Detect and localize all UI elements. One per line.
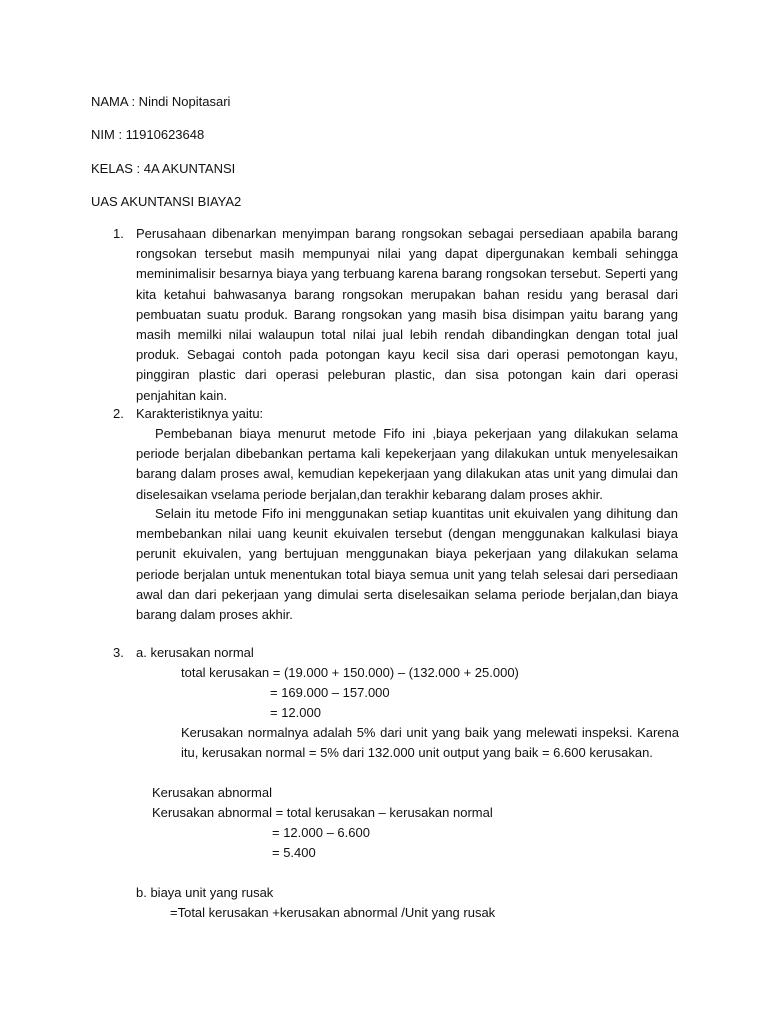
abnormal-damage-line-3: = 5.400 xyxy=(272,845,316,860)
exam-title: UAS AKUNTANSI BIAYA2 xyxy=(91,194,242,209)
answer-1-text: Perusahaan dibenarkan menyimpan barang rongsokan sebagai persediaan apabila barang rongsokan tersebut masih mempunyai nilai yang dapat dipergunakan kembali sehingga meminimalisir besarnya biaya yang terbuang karena barang rongsokan tersebut. Seperti yang kita ketahui bahwasanya barang rongsokan merupakan bahan residu yang berasal dari pembuatan suatu produk. Barang rongsokan yang masih bisa disimpan yaitu barang yang masih memilki nilai walaupun total nilai jual lebih rendah dibandingkan dengan total jual produk. Sebagai contoh pada potongan kayu kecil sisa dari operasi pemotongan kayu, pinggiran plastic dari operasi peleburan plastic, dan sisa potongan kain dari operasi penjahitan kain. xyxy=(136,226,678,403)
answer-3-part-a: a. kerusakan normal xyxy=(136,645,254,660)
answer-2-number: 2. xyxy=(113,406,124,421)
abnormal-damage-line-1: Kerusakan abnormal = total kerusakan – kerusakan normal xyxy=(152,805,493,820)
abnormal-damage-line-2: = 12.000 – 6.600 xyxy=(272,825,370,840)
total-damage-line-1: total kerusakan = (19.000 + 150.000) – (132.000 + 25.000) xyxy=(181,665,519,680)
student-name: NAMA : Nindi Nopitasari xyxy=(91,94,231,109)
total-damage-line-3: = 12.000 xyxy=(270,705,321,720)
student-class: KELAS : 4A AKUNTANSI xyxy=(91,161,236,176)
answer-2-paragraph-2: Selain itu metode Fifo ini menggunakan setiap kuantitas unit ekuivalen yang dihitung dan membebankan nilai uang keunit ekuivalen tersebut (dengan menggunakan kalkulasi biaya perunit ekuivalen, yang bertujuan menggunakan biaya pekerjaan yang dilakukan selama periode berjalan untuk menentukan total biaya semua unit yang telah selesai dari persediaan awal dan dari pekerjaan yang dimulai serta diselesaikan selama periode berjalan,dan biaya barang dalam proses akhir. xyxy=(136,506,678,623)
answer-2-heading: Karakteristiknya yaitu: xyxy=(136,406,264,421)
total-damage-line-2: = 169.000 – 157.000 xyxy=(270,685,390,700)
abnormal-damage-heading: Kerusakan abnormal xyxy=(152,785,272,800)
answer-3-number: 3. xyxy=(113,645,124,660)
student-nim: NIM : 11910623648 xyxy=(91,127,205,142)
answer-2-paragraph-1: Pembebanan biaya menurut metode Fifo ini ,biaya pekerjaan yang dilakukan selama periode berjalan dibebankan pertama kali kepekerjaan yang dilakukan untuk menyelesaikan barang dalam proses awal, kemudian kepekerjaan yang dilakukan atas unit yang dimulai dan diselesaikan vselama periode berjalan,dan terakhir kebarang dalam proses akhir. xyxy=(136,426,678,502)
normal-damage-text: Kerusakan normalnya adalah 5% dari unit yang baik yang melewati inspeksi. Karena itu, kerusakan normal = 5% dari 132.000 unit output yang baik = 6.600 kerusakan. xyxy=(181,725,679,761)
answer-1-number: 1. xyxy=(113,226,124,241)
unit-cost-formula: =Total kerusakan +kerusakan abnormal /Unit yang rusak xyxy=(170,905,496,920)
answer-3-part-b: b. biaya unit yang rusak xyxy=(136,885,274,900)
